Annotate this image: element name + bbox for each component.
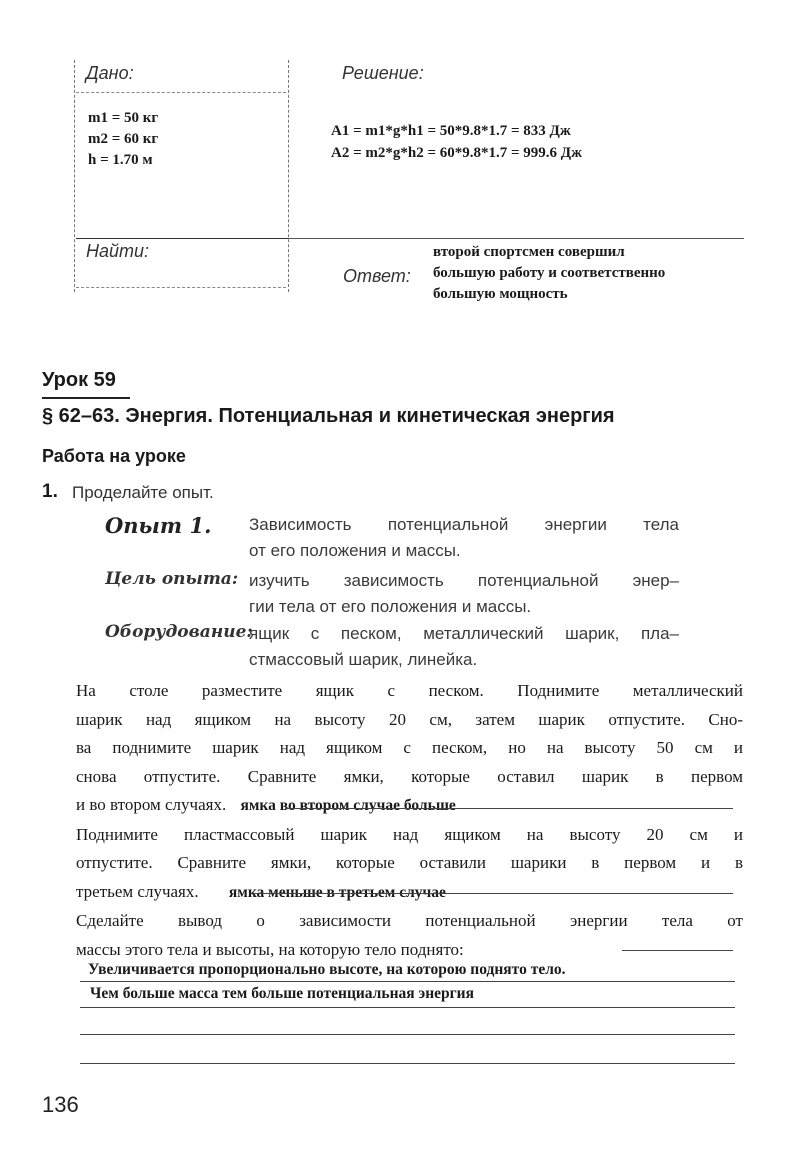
lesson-title-underline bbox=[42, 397, 130, 399]
body-text bbox=[76, 677, 743, 964]
grid-line bbox=[76, 92, 286, 93]
experiment-title bbox=[249, 512, 679, 564]
body-line: отпустите. Сравните ямки, которые оставили шарики в первом и в bbox=[76, 853, 743, 872]
conclusion-rule bbox=[80, 1063, 735, 1064]
equipment-label: Оборудование: bbox=[105, 622, 253, 642]
body-line: шарик над ящиком на высоту 20 см, затем шарик отпустите. Сно- bbox=[76, 709, 743, 729]
page-number: 136 bbox=[42, 1092, 79, 1117]
answer-label: Ответ: bbox=[343, 266, 411, 286]
given-label: Дано: bbox=[86, 63, 134, 83]
answer-line: второй спортсмен совершил bbox=[433, 244, 625, 260]
given-values bbox=[88, 108, 158, 171]
experiment-label: Опыт 1. bbox=[105, 513, 212, 538]
grid-line-middle bbox=[288, 60, 289, 292]
answer-divider bbox=[288, 238, 744, 239]
conclusion-rule bbox=[80, 1007, 735, 1008]
find-divider bbox=[76, 238, 288, 239]
body-line-prompt: массы этого тела и высоты, на которую тело поднято: bbox=[76, 939, 464, 959]
equipment-line: стмассовый шарик, линейка. bbox=[249, 650, 478, 669]
solution-a1: A1 = m1*g*h1 = 50*9.8*1.7 = 833 Дж bbox=[331, 123, 571, 139]
answer-line: большую мощность bbox=[433, 286, 568, 302]
body-text-prefix: и во втором случаях. bbox=[76, 795, 227, 814]
conclusion-rule bbox=[80, 1034, 735, 1035]
solution-values bbox=[331, 120, 582, 164]
answer-text bbox=[433, 242, 665, 305]
section-title: § 62–63. Энергия. Потенциальная и кинетическая энергия bbox=[42, 405, 615, 427]
item-number: 1. bbox=[42, 481, 58, 502]
answer-1-rule bbox=[285, 808, 733, 809]
answer-2: ямка меньше в третьем случае bbox=[228, 883, 446, 901]
given-h: h = 1.70 м bbox=[88, 152, 153, 168]
body-line: Поднимите пластмассовый шарик над ящиком на высоту 20 см и bbox=[76, 824, 743, 844]
experiment-title-line: Зависимость потенциальной энергии тела bbox=[249, 515, 679, 534]
equipment-line: ящик с песком, металлический шарик, пла– bbox=[249, 624, 679, 643]
body-text-prefix: третьем случаях. bbox=[76, 881, 199, 901]
body-line: Сделайте вывод о зависимости потенциальной энергии тела от bbox=[76, 911, 743, 930]
grid-line bbox=[76, 287, 286, 288]
item-text: Проделайте опыт. bbox=[72, 483, 214, 502]
lesson-title: Урок 59 bbox=[42, 369, 116, 391]
equipment-text bbox=[249, 621, 679, 673]
body-line: На столе разместите ящик с песком. Поднимите металлический bbox=[76, 681, 743, 700]
body-line-answer1 bbox=[76, 791, 743, 821]
conclusion-rule bbox=[622, 950, 733, 951]
grid-line-left bbox=[74, 60, 75, 292]
answer-3: Увеличивается пропорционально высоте, на которою поднято тело. bbox=[88, 961, 566, 978]
given-m1: m1 = 50 кг bbox=[88, 110, 159, 126]
given-m2: m2 = 60 кг bbox=[88, 131, 159, 147]
body-line: снова отпустите. Сравните ямки, которые оставил шарик в первом bbox=[76, 766, 743, 786]
find-label: Найти: bbox=[86, 241, 150, 261]
answer-1: ямка во втором случае больше bbox=[240, 797, 456, 814]
goal-line: гии тела от его положения и массы. bbox=[249, 597, 532, 616]
goal-label: Цель опыта: bbox=[105, 569, 239, 589]
goal-text bbox=[249, 568, 679, 620]
lesson-subtitle: Работа на уроке bbox=[42, 446, 186, 466]
answer-line: большую работу и соответственно bbox=[433, 265, 666, 281]
answer-2-rule bbox=[253, 893, 733, 894]
solution-label: Решение: bbox=[342, 63, 424, 83]
solution-a2: A2 = m2*g*h2 = 60*9.8*1.7 = 999.6 Дж bbox=[331, 145, 583, 161]
answer-4: Чем больше масса тем больше потенциальная энергия bbox=[90, 985, 475, 1002]
body-line: ва поднимите шарик над ящиком с песком, но на высоту 50 см и bbox=[76, 738, 743, 757]
experiment-title-line: от его положения и массы. bbox=[249, 541, 461, 560]
goal-line: изучить зависимость потенциальной энер– bbox=[249, 571, 679, 590]
conclusion-rule bbox=[80, 981, 735, 982]
